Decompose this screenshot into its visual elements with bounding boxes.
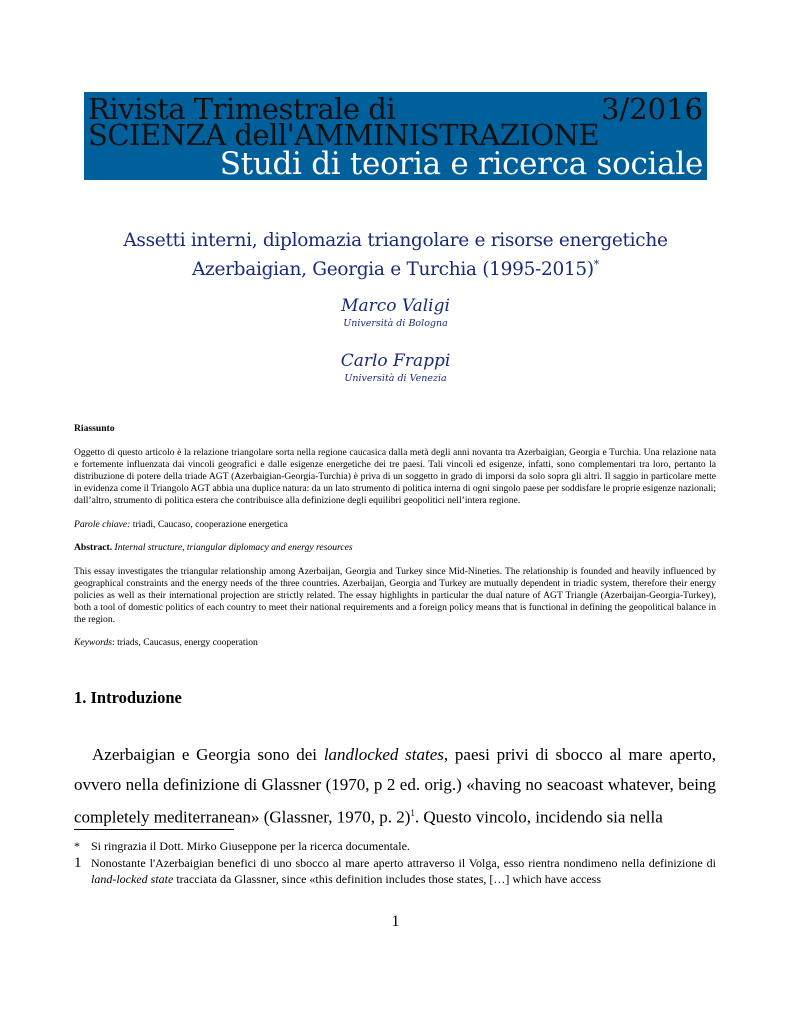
article-title-line2: Azerbaigian, Georgia e Turchia (1995-2015)* — [191, 258, 599, 281]
body-paragraph: Azerbaigian e Georgia sono dei landlocked states, paesi privi di sbocco al mare aperto, ovvero nella definizione di Glassner (1970, p 2 ed. orig.) «having no seacoast whatever, being completely mediterranean» (Glassner, 1970, p. 2)$^1$. Questo vincolo, incidendo sia nella — [74, 745, 717, 827]
author-affiliation: Università di Bologna — [343, 318, 448, 329]
journal-banner — [84, 92, 707, 180]
journal-subtitle: Studi di teoria e ricerca sociale — [219, 146, 703, 182]
section-heading: 1. Introduzione — [74, 688, 182, 707]
abstract-text: This essay investigates the triangular relationship among Azerbaijan, Georgia and Turkey since Mid-Nineties. The relationship is founded and heavily influenced by geographical constraints and the energy needs of the three countries. Azerbaijan, Georgia and Turkey are mutually dependent in triadic system, therefore their energy policies as well as their international projection are strictly related. The essay highlights in particular the dual nature of AGT Triangle (Azerbaijan-Georgia-Turkey), both a tool of domestic politics of each country to meet their national requirements and a foreign policy means that is functional in defining the geopolitical balance in the region. — [74, 566, 716, 625]
author-affiliation: Università di Venezia — [344, 373, 447, 384]
footnote: * Si ringrazia il Dott. Mirko Giuseppone per la ricerca documentale. — [74, 839, 410, 853]
author-name: Carlo Frappi — [340, 351, 451, 371]
author-name: Marco Valigi — [341, 296, 450, 316]
page-number: 1 — [391, 913, 400, 930]
journal-title-line2: SCIENZA dell'AMMINISTRAZIONE — [88, 118, 600, 152]
footnote: 1 Nonostante l'Azerbaigian benefici di uno sbocco al mare aperto attraverso il Volga, esso rientra nondimeno nella definizione di land-locked state tracciata da Glassner, since «this definition includes those states, […] which have access — [74, 855, 716, 886]
title-footnote-mark: * — [593, 258, 599, 271]
article-title-line1: Assetti interni, diplomazia triangolare e risorse energetiche — [123, 230, 668, 251]
riassunto-text: Oggetto di questo articolo è la relazione triangolare sorta nella regione caucasica dalla metà degli anni novanta tra Azerbaigian, Georgia e Turchia. Una relazione nata e fortemente influenzata dai vincoli geografici e dalle esigenze energetiche dei tre paesi. Tali vincoli ed esigenze, infatti, sono complementari tra loro, pertanto la distribuzione di potere della triade AGT (Azerbaigian-Georgia-Turchia) è priva di un soggetto in grado di imporsi da solo sopra gli altri. Il saggio in particolare mette in evidenza come il Triangolo AGT abbia una duplice natura: da un lato strumento di politica interna di ogni singolo paese per soddisfare le proprie esigenze nazionali; dall’altro, strumento di politica estera che contribuisce alla definizione degli equilibri geopolitici nell’intera regione. — [74, 447, 716, 506]
journal-title-line1: Rivista Trimestrale di — [88, 92, 396, 126]
riassunto-keywords: Parole chiave: triadi, Caucaso, cooperazione energetica — [74, 519, 288, 530]
abstract-keywords: Keywords: triads, Caucasus, energy cooperation — [74, 637, 258, 648]
journal-issue: 3/2016 — [600, 92, 703, 126]
abstract-heading: Abstract. Internal structure, triangular diplomacy and energy resources — [74, 542, 353, 553]
footnote-ref[interactable]: 1 — [410, 808, 415, 818]
footnote-separator — [74, 829, 234, 830]
riassunto-heading: Riassunto — [74, 423, 115, 434]
